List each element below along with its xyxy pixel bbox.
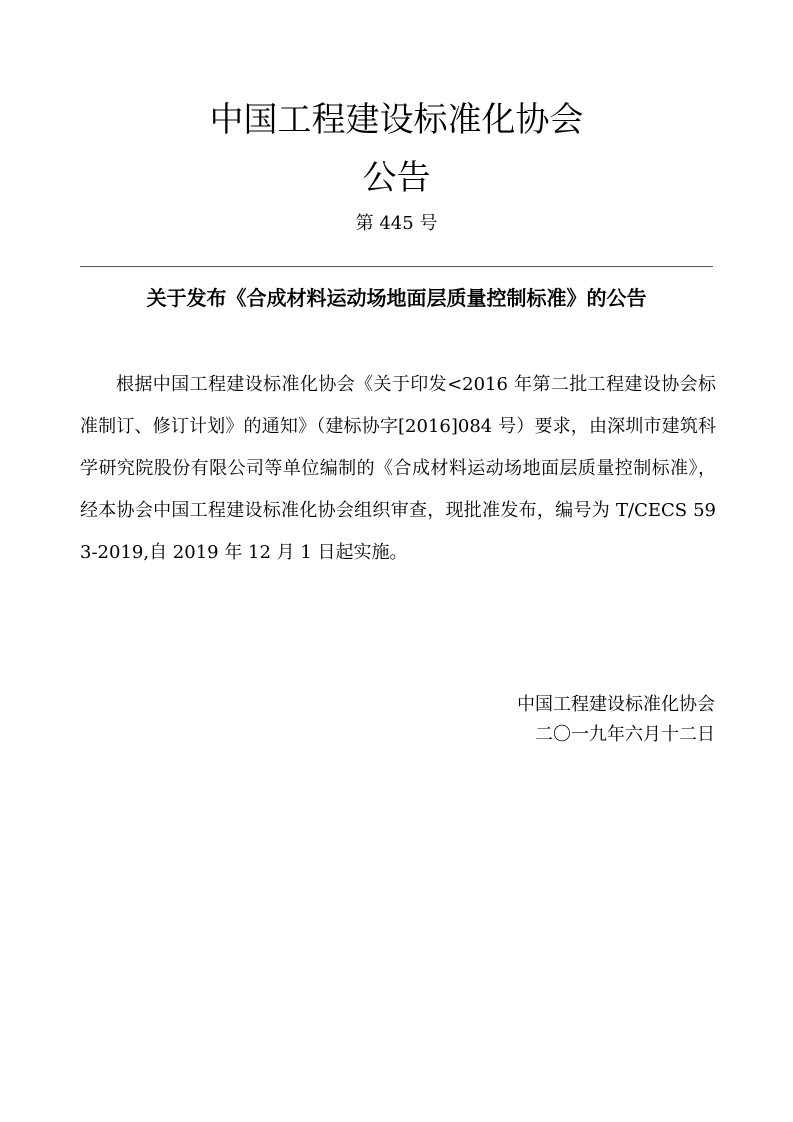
organization-title: 中国工程建设标准化协会 xyxy=(209,100,584,140)
document-type-title: 公告 xyxy=(362,158,431,198)
signature-date: 二〇一九年六月十二日 xyxy=(535,724,715,745)
announcement-number: 第 445 号 xyxy=(355,213,438,234)
header-divider xyxy=(80,266,713,267)
signature-organization: 中国工程建设标准化协会 xyxy=(517,694,715,715)
signature-block xyxy=(517,690,715,750)
notice-body: 根据中国工程建设标准化协会《关于印发<2016 年第二批工程建设协会标准制订、修订计划》的通知》（建标协字[2016]084 号）要求，由深圳市建筑科学研究院股份有限公司等单位编制的《合成材料运动场地面层质量控制标准》，经本协会中国工程建设标准化协会组织审查，现批准发布，编号为 T/CECS 593-2019,自 2019 年 12 月 1 日起实施。 xyxy=(80,374,716,563)
notice-title: 关于发布《合成材料运动场地面层质量控制标准》的公告 xyxy=(146,286,647,310)
